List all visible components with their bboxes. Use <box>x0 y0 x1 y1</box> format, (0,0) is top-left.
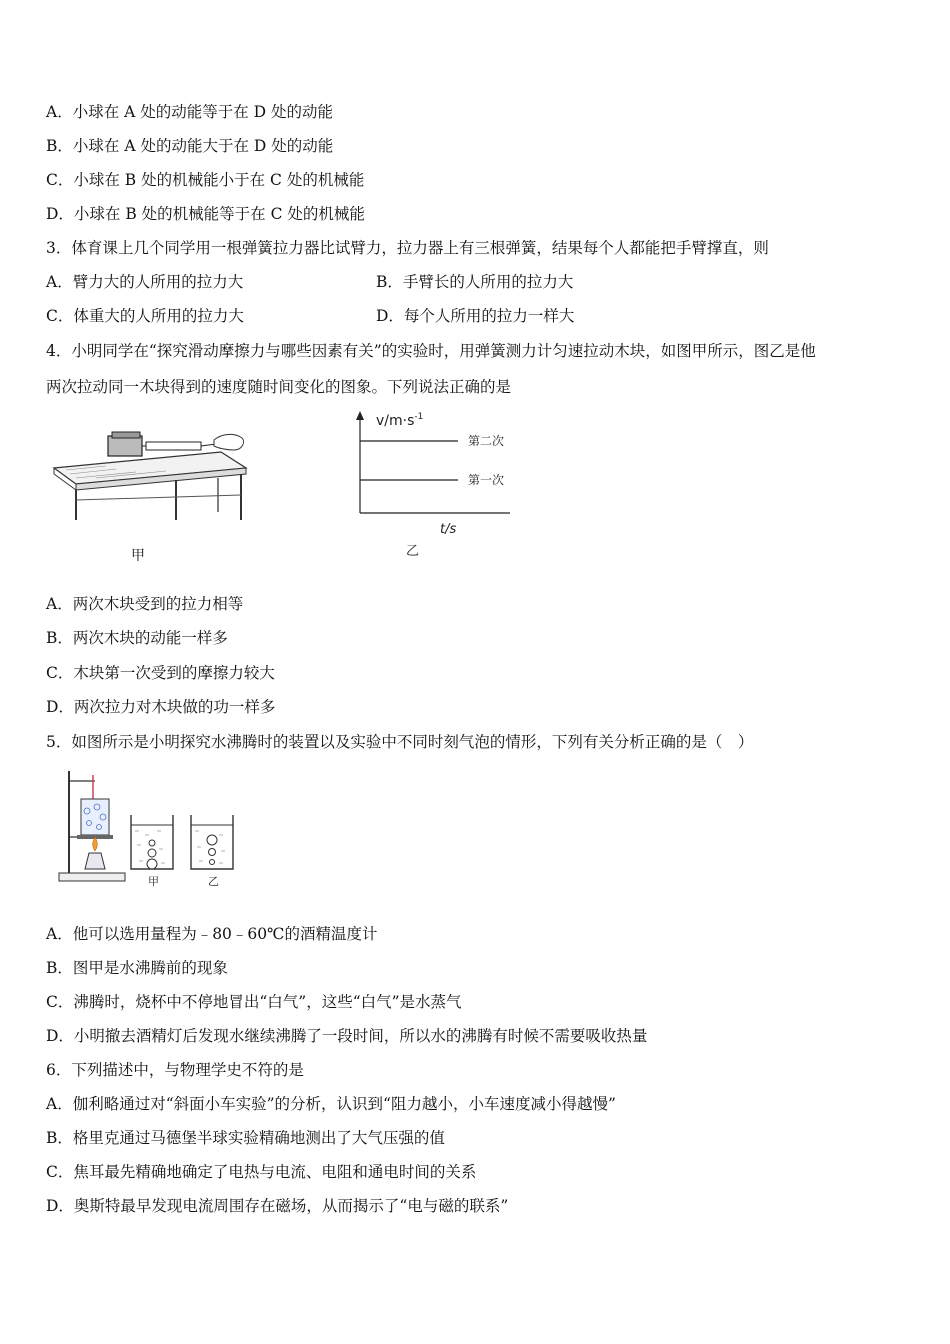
q5-figure-jia-label: 甲 <box>148 875 159 888</box>
q4-option-b: B．两次木块的动能一样多 <box>46 629 228 647</box>
second-trial-label: 第二次 <box>468 434 505 448</box>
graph-xlabel: t/s <box>440 522 457 537</box>
graph-ylabel: $v/m\cdot s^{-1}$ <box>376 412 424 429</box>
first-trial-label: 第一次 <box>468 473 505 487</box>
q5-stem: 5．如图所示是小明探究水沸腾时的装置以及实验中不同时刻气泡的情形，下列有关分析正确的是（ ） <box>46 733 754 751</box>
q4-figure-jia-label: 甲 <box>131 548 145 564</box>
q6-option-a: A．伽利略通过对“斜面小车实验”的分析，认识到“阻力越小，小车速度减小得越慢” <box>46 1095 616 1113</box>
q4-option-d: D．两次拉力对木块做的功一样多 <box>46 698 276 716</box>
q4-stem-line1: 4．小明同学在“探究滑动摩擦力与哪些因素有关”的实验时，用弹簧测力计匀速拉动木块，如图甲所示，图乙是他 <box>46 342 816 360</box>
q2-option-c: C．小球在 B 处的机械能小于在 C 处的机械能 <box>46 171 365 189</box>
q3-option-c: C．体重大的人所用的拉力大 <box>46 307 244 325</box>
q4-option-a: A．两次木块受到的拉力相等 <box>46 595 244 613</box>
q4-option-c: C．木块第一次受到的摩擦力较大 <box>46 664 275 682</box>
q5-figure-yi-label: 乙 <box>208 875 219 888</box>
q4-figure-yi <box>340 405 530 560</box>
q5-option-a: A．他可以选用量程为﹣80﹣60℃的酒精温度计 <box>46 925 378 943</box>
q6-option-d: D．奥斯特最早发现电流周围存在磁场，从而揭示了“电与磁的联系” <box>46 1197 509 1215</box>
q2-option-d: D．小球在 B 处的机械能等于在 C 处的机械能 <box>46 205 365 223</box>
q3-option-a: A．臂力大的人所用的拉力大 <box>46 273 244 291</box>
q5-figure <box>55 765 255 890</box>
table-apparatus-illustration <box>46 420 256 570</box>
q3-option-d: D．每个人所用的拉力一样大 <box>376 307 575 325</box>
q6-option-b: B．格里克通过马德堡半球实验精确地测出了大气压强的值 <box>46 1129 445 1147</box>
q6-option-c: C．焦耳最先精确地确定了电热与电流、电阻和通电时间的关系 <box>46 1163 477 1181</box>
boiling-apparatus-illustration <box>55 765 255 890</box>
q2-option-b: B．小球在 A 处的动能大于在 D 处的动能 <box>46 137 334 155</box>
q4-figure-yi-label: 乙 <box>406 544 420 559</box>
q3-option-b: B．手臂长的人所用的拉力大 <box>376 273 574 291</box>
q6-stem: 6．下列描述中，与物理学史不符的是 <box>46 1061 304 1079</box>
q2-option-a: A．小球在 A 处的动能等于在 D 处的动能 <box>46 103 334 121</box>
q3-stem: 3．体育课上几个同学用一根弹簧拉力器比试臂力，拉力器上有三根弹簧，结果每个人都能把手臂撑直，则 <box>46 239 769 257</box>
q4-stem-line2: 两次拉动同一木块得到的速度随时间变化的图象。下列说法正确的是 <box>46 378 512 396</box>
q4-figure-jia <box>46 420 256 570</box>
q5-option-c: C．沸腾时，烧杯中不停地冒出“白气”，这些“白气”是水蒸气 <box>46 993 462 1011</box>
q5-option-d: D．小明撤去酒精灯后发现水继续沸腾了一段时间，所以水的沸腾有时候不需要吸收热量 <box>46 1027 648 1045</box>
q5-option-b: B．图甲是水沸腾前的现象 <box>46 959 228 977</box>
velocity-time-graph <box>340 405 530 560</box>
